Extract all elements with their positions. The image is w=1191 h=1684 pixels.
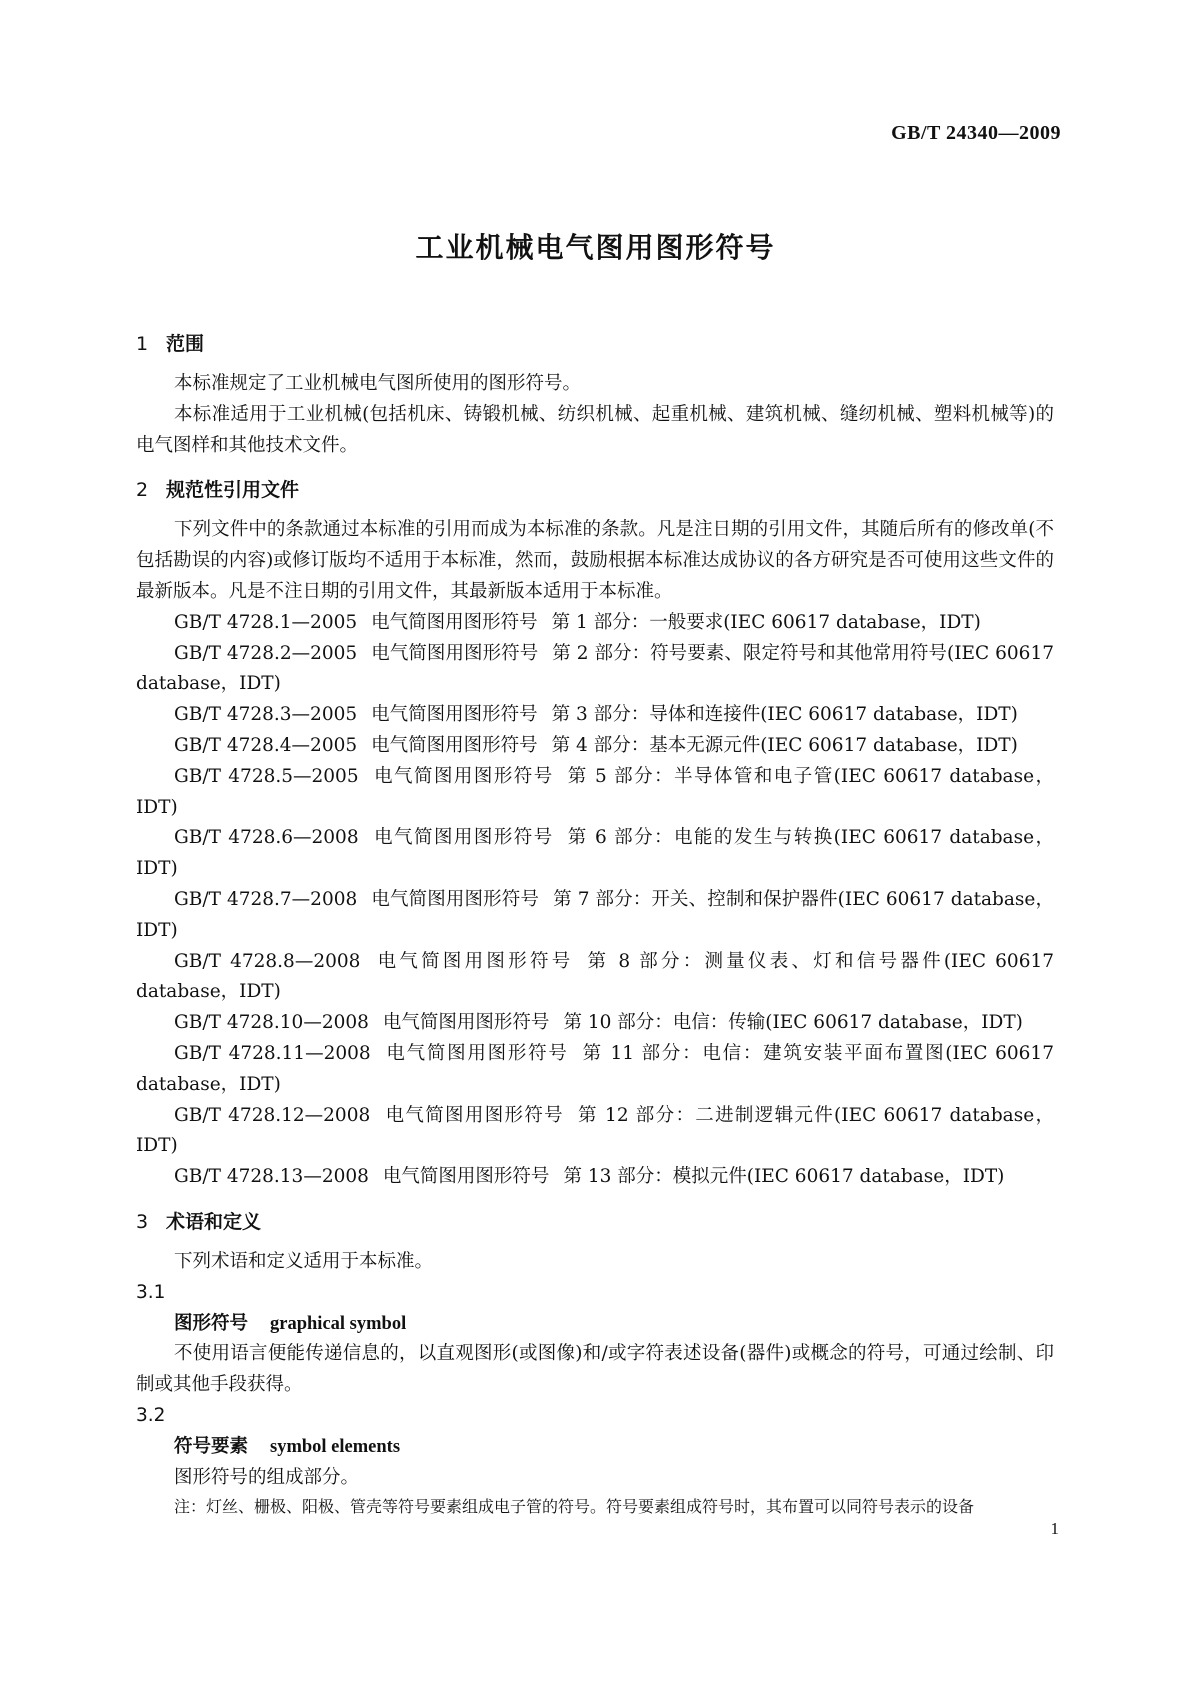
section-number: 1 <box>136 333 149 355</box>
reference-item: GB/T 4728.13—2008 电气简图用图形符号 第 13 部分：模拟元件(IEC 60617 database，IDT) <box>174 1166 1005 1188</box>
reference-item: GB/T 4728.11—2008 电气简图用图形符号 第 11 部分：电信：建筑安装平面布置图(IEC 60617 database，IDT) <box>136 1042 1054 1095</box>
reference-item: GB/T 4728.3—2005 电气简图用图形符号 第 3 部分：导体和连接件(IEC 60617 database，IDT) <box>174 704 1018 726</box>
page-number: 1 <box>1050 1519 1059 1538</box>
section-number: 2 <box>136 479 149 502</box>
reference-item: GB/T 4728.2—2005 电气简图用图形符号 第 2 部分：符号要素、限定符号和其他常用符号(IEC 60617 database，IDT) <box>136 642 1054 695</box>
reference-item: GB/T 4728.8—2008 电气简图用图形符号 第 8 部分：测量仪表、灯和信号器件(IEC 60617 database，IDT) <box>136 950 1055 1003</box>
reference-item: GB/T 4728.1—2005 电气简图用图形符号 第 1 部分：一般要求(IEC 60617 database，IDT) <box>174 611 981 633</box>
reference-item: GB/T 4728.7—2008 电气简图用图形符号 第 7 部分：开关、控制和保护器件(IEC 60617 database，IDT) <box>136 888 1055 941</box>
terms-intro: 下列术语和定义适用于本标准。 <box>174 1250 434 1272</box>
reference-item: GB/T 4728.6—2008 电气简图用图形符号 第 6 部分：电能的发生与转换(IEC 60617 database，IDT) <box>136 827 1054 880</box>
section-title: 范围 <box>166 333 205 355</box>
clause-number: 3.1 <box>136 1281 166 1303</box>
normative-intro: 下列文件中的条款通过本标准的引用而成为本标准的条款。凡是注日期的引用文件，其随后所有的修改单(不包括勘误的内容)或修订版均不适用于本标准，然而，鼓励根据本标准达成协议的各方研究是否可使用这些文件的最新版本。凡是不注日期的引用文件，其最新版本适用于本标准。 <box>136 519 1054 602</box>
scope-paragraph: 本标准规定了工业机械电气图所使用的图形符号。 <box>174 373 582 394</box>
document-title: 工业机械电气图用图形符号 <box>415 231 776 264</box>
section-title: 术语和定义 <box>166 1210 262 1233</box>
section-1-heading <box>136 329 1054 359</box>
term-definition: 图形符号的组成部分。 <box>174 1466 360 1488</box>
reference-item: GB/T 4728.10—2008 电气简图用图形符号 第 10 部分：电信：传输(IEC 60617 database，IDT) <box>174 1012 1023 1034</box>
clause-number: 3.2 <box>136 1404 166 1426</box>
section-2-heading <box>136 475 1054 505</box>
scope-paragraph: 本标准适用于工业机械(包括机床、铸锻机械、纺织机械、起重机械、建筑机械、缝纫机械、塑料机械等)的电气图样和其他技术文件。 <box>136 403 1054 456</box>
section-title: 规范性引用文件 <box>166 479 300 502</box>
reference-item: GB/T 4728.5—2005 电气简图用图形符号 第 5 部分：半导体管和电子管(IEC 60617 database，IDT) <box>136 765 1054 818</box>
term-heading: 图形符号 graphical symbol <box>174 1312 407 1334</box>
standard-code: GB/T 24340—2009 <box>891 122 1061 144</box>
document-body <box>136 329 1054 1521</box>
reference-item: GB/T 4728.4—2005 电气简图用图形符号 第 4 部分：基本无源元件(IEC 60617 database，IDT) <box>174 734 1018 756</box>
section-number: 3 <box>136 1210 149 1233</box>
term-heading: 符号要素 symbol elements <box>174 1435 401 1457</box>
term-definition: 不使用语言便能传递信息的，以直观图形(或图像)和/或字符表述设备(器件)或概念的符号，可通过绘制、印制或其他手段获得。 <box>136 1343 1054 1396</box>
reference-item: GB/T 4728.12—2008 电气简图用图形符号 第 12 部分：二进制逻辑元件(IEC 60617 database，IDT) <box>136 1104 1054 1157</box>
term-note: 注：灯丝、栅极、阳极、管壳等符号要素组成电子管的符号。符号要素组成符号时，其布置可以同符号表示的设备 <box>174 1497 975 1517</box>
section-3-heading <box>136 1207 1054 1237</box>
